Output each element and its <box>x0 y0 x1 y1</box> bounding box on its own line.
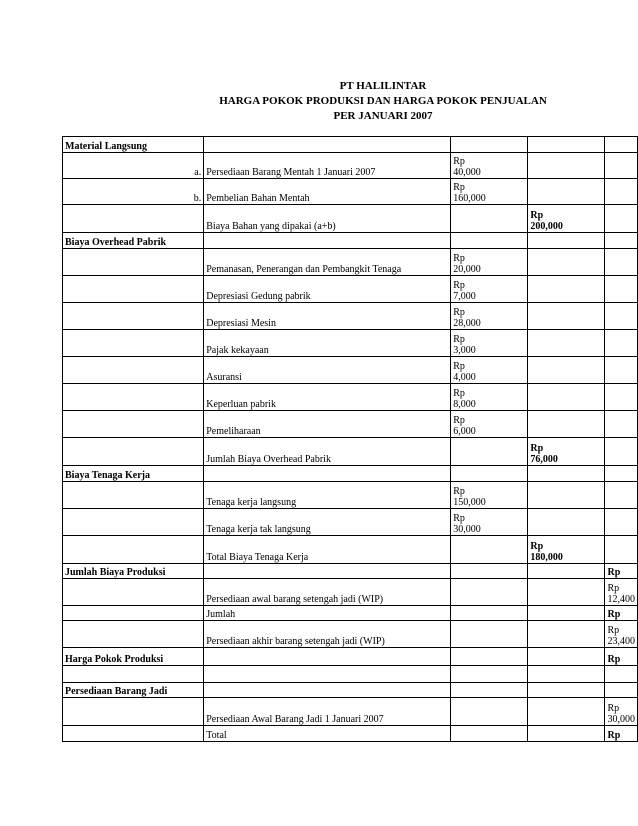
row-label: Total <box>204 726 451 742</box>
total-amount: Rp <box>605 564 638 579</box>
row-label: Jumlah Biaya Overhead Pabrik <box>204 438 451 466</box>
company-name: PT HALILINTAR <box>339 80 427 92</box>
row-label: Pajak kekayaan <box>204 330 451 357</box>
section-overhead: Biaya Overhead Pabrik <box>63 233 204 249</box>
row-label: Pemanasan, Penerangan dan Pembangkit Tenaga <box>204 249 451 276</box>
row-label: Persediaan Barang Mentah 1 Januari 2007 <box>204 153 451 179</box>
row-label: Depresiasi Mesin <box>204 303 451 330</box>
row-label: Persediaan akhir barang setengah jadi (WIP) <box>204 621 451 648</box>
row-label: Persediaan Awal Barang Jadi 1 Januari 2007 <box>204 698 451 726</box>
row-amount: Rp 30,000 <box>451 509 528 536</box>
subtotal-amount: Rp 200,000 <box>528 205 605 233</box>
table-row <box>63 438 638 466</box>
table-row <box>63 698 638 726</box>
item-marker: b. <box>63 179 204 205</box>
table-row <box>63 303 638 330</box>
table-row <box>63 683 638 698</box>
row-label: Depresiasi Gedung pabrik <box>204 276 451 303</box>
section-production-total: Jumlah Biaya Produksi <box>63 564 204 579</box>
total-amount: Rp 30,000 <box>605 698 638 726</box>
table-row <box>63 666 638 683</box>
table-row <box>63 621 638 648</box>
table-row <box>63 579 638 606</box>
total-amount: Rp <box>605 726 638 742</box>
row-label: Jumlah <box>204 606 451 621</box>
table-row <box>63 509 638 536</box>
table-row <box>63 384 638 411</box>
total-amount: Rp <box>605 606 638 621</box>
row-amount: Rp 160,000 <box>451 179 528 205</box>
table-row <box>63 249 638 276</box>
table-row <box>63 536 638 564</box>
table-row <box>63 205 638 233</box>
section-labor: Biaya Tenaga Kerja <box>63 466 204 482</box>
row-label: Total Biaya Tenaga Kerja <box>204 536 451 564</box>
subtotal-amount: Rp 76,000 <box>528 438 605 466</box>
row-amount: Rp 3,000 <box>451 330 528 357</box>
total-amount: Rp <box>605 648 638 666</box>
table-row <box>63 179 638 205</box>
total-amount: Rp 12,400 <box>605 579 638 606</box>
table-row <box>63 466 638 482</box>
row-label: Biaya Bahan yang dipakai (a+b) <box>204 205 451 233</box>
row-amount: Rp 28,000 <box>451 303 528 330</box>
section-cogm: Harga Pokok Produksi <box>63 648 204 666</box>
table-row <box>63 153 638 179</box>
table-row <box>63 726 638 742</box>
report-period: PER JANUARI 2007 <box>333 110 433 122</box>
row-amount: Rp 6,000 <box>451 411 528 438</box>
total-amount: Rp 23,400 <box>605 621 638 648</box>
table-row <box>63 482 638 509</box>
table-row <box>63 276 638 303</box>
cost-table <box>62 136 638 742</box>
table-row <box>63 233 638 249</box>
table-row <box>63 411 638 438</box>
row-label: Pembelian Bahan Mentah <box>204 179 451 205</box>
row-amount: Rp 150,000 <box>451 482 528 509</box>
section-material: Material Langsung <box>63 137 204 153</box>
section-finished-goods: Persediaan Barang Jadi <box>63 683 204 698</box>
table-row <box>63 357 638 384</box>
row-amount: Rp 4,000 <box>451 357 528 384</box>
row-label: Pemeliharaan <box>204 411 451 438</box>
table-row <box>63 606 638 621</box>
row-amount: Rp 8,000 <box>451 384 528 411</box>
row-label: Keperluan pabrik <box>204 384 451 411</box>
table-row <box>63 564 638 579</box>
table-row <box>63 648 638 666</box>
row-amount: Rp 40,000 <box>451 153 528 179</box>
row-amount: Rp 20,000 <box>451 249 528 276</box>
item-marker: a. <box>63 153 204 179</box>
table-row <box>63 137 638 153</box>
row-amount: Rp 7,000 <box>451 276 528 303</box>
row-label: Asuransi <box>204 357 451 384</box>
row-label: Persediaan awal barang setengah jadi (WIP) <box>204 579 451 606</box>
table-row <box>63 330 638 357</box>
subtotal-amount: Rp 180,000 <box>528 536 605 564</box>
report-title: HARGA POKOK PRODUKSI DAN HARGA POKOK PENJUALAN <box>219 95 547 107</box>
row-label: Tenaga kerja tak langsung <box>204 509 451 536</box>
row-label: Tenaga kerja langsung <box>204 482 451 509</box>
